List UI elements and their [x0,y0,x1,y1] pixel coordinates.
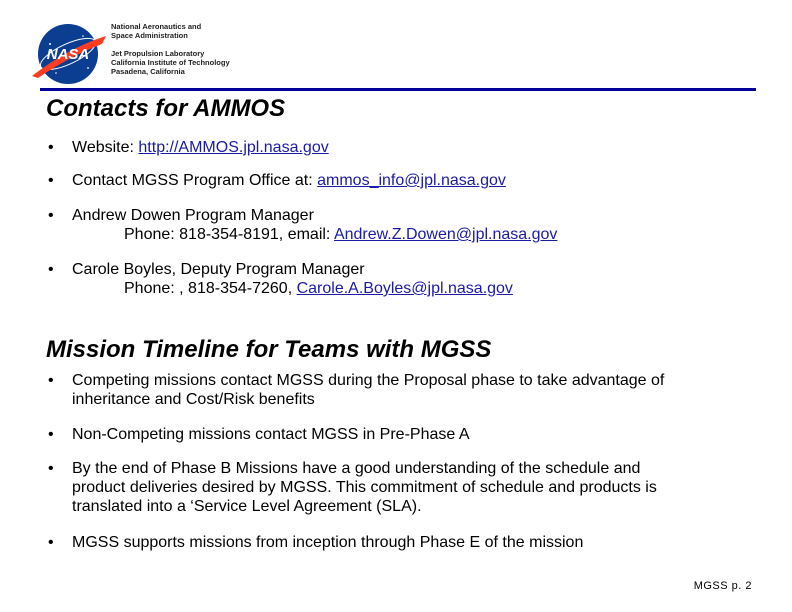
office-email-link[interactable]: ammos_info@jpl.nasa.gov [317,172,506,189]
timeline-item-3-line-1: By the end of Phase B Missions have a good understanding of the schedule and [72,460,641,477]
bullet: • [48,534,54,551]
office-label: Contact MGSS Program Office at: [72,172,318,189]
bullet: • [48,426,54,443]
bullet: • [48,460,54,477]
timeline-item-1 [72,371,664,409]
website-item [72,138,329,157]
bullet: • [48,172,54,189]
header-divider [40,88,756,91]
lab-line-2: California Institute of Technology [111,58,230,67]
deputy-item [72,260,513,298]
manager-item [72,206,557,244]
timeline-item-1-line-1: Competing missions contact MGSS during the Proposal phase to take advantage of [72,372,665,389]
nasa-logo [28,18,108,86]
contacts-heading: Contacts for AMMOS [46,95,286,122]
timeline-item-3 [72,459,657,516]
org-line-1: National Aeronautics and [111,22,202,31]
timeline-item-3-line-3: translated into a ‘Service Level Agreement (SLA). [72,498,422,515]
bullet: • [48,207,54,224]
timeline-item-1-line-2: inheritance and Cost/Risk benefits [72,391,315,408]
manager-name: Andrew Dowen Program Manager [72,207,314,224]
bullet: • [48,139,54,156]
timeline-item-3-line-2: product deliveries desired by MGSS. This commitment of schedule and products is [72,479,657,496]
timeline-item-2-line-1: Non-Competing missions contact MGSS in Pre-Phase A [72,426,470,443]
deputy-phone: Phone: , 818-354-7260, [124,280,297,297]
manager-email-link[interactable]: Andrew.Z.Dowen@jpl.nasa.gov [333,226,558,243]
timeline-item-4 [72,533,583,552]
timeline-heading: Mission Timeline for Teams with MGSS [46,336,492,363]
timeline-item-2 [72,425,470,444]
office-item [72,171,506,190]
website-link[interactable]: http://AMMOS.jpl.nasa.gov [138,139,329,156]
timeline-item-4-line-1: MGSS supports missions from inception through Phase E of the mission [72,534,584,551]
lab-line-3: Pasadena, California [111,67,185,76]
deputy-name: Carole Boyles, Deputy Program Manager [72,261,365,278]
page-number: MGSS p. 2 [693,580,752,592]
org-line-2: Space Administration [111,31,188,40]
deputy-email-link[interactable]: Carole.A.Boyles@jpl.nasa.gov [296,280,513,297]
organization-block [111,22,230,76]
manager-phone: Phone: 818-354-8191, email: [124,226,334,243]
lab-line-1: Jet Propulsion Laboratory [111,49,205,58]
bullet: • [48,372,54,389]
website-label: Website: [72,139,139,156]
logo-wordmark: NASA [46,46,90,63]
bullet: • [48,261,54,278]
